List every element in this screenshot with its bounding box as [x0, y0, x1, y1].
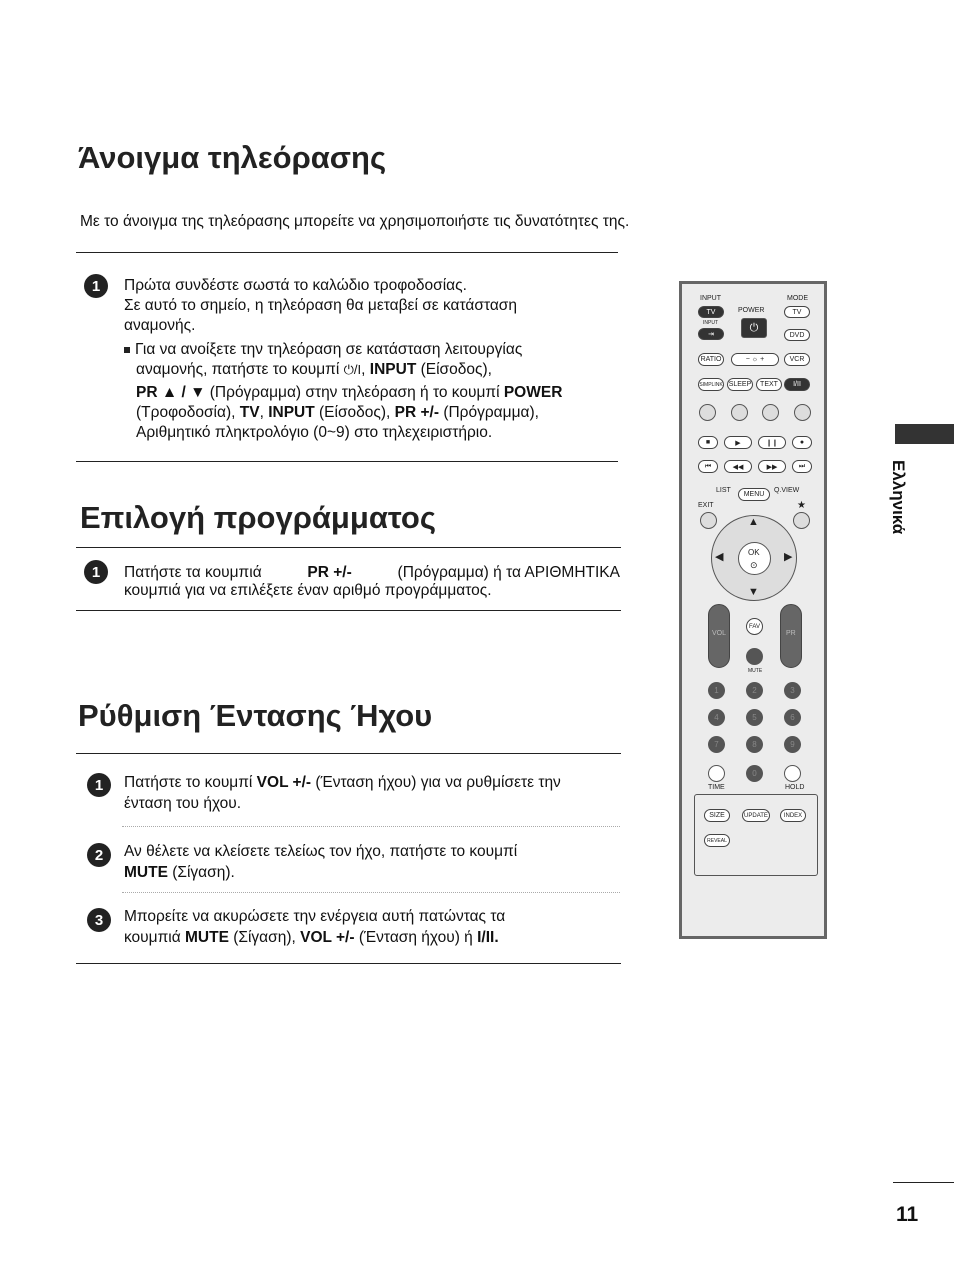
remote-color-button — [699, 404, 716, 421]
bullet-text: (Είσοδος), — [420, 361, 492, 378]
remote-input-button: ⇥ — [698, 328, 724, 340]
dotted-divider — [122, 826, 620, 827]
step-text-part: Πατήστε το κουμπί — [124, 774, 253, 791]
arrow-up-icon: ▲ — [748, 516, 759, 528]
step-number: 1 — [87, 773, 111, 797]
step-text-part: (Πρόγραμμα) ή τα ΑΡΙΘΜΗΤΙΚΑ — [397, 564, 620, 581]
remote-label: PR — [786, 630, 796, 637]
divider — [76, 963, 621, 964]
remote-label: TIME — [708, 784, 725, 791]
step-number: 2 — [87, 843, 111, 867]
divider — [76, 547, 621, 548]
page-number-rule — [893, 1182, 954, 1183]
remote-label: VOL — [712, 630, 727, 637]
remote-control-illustration — [679, 281, 827, 939]
divider — [76, 252, 618, 253]
number-button: 9 — [784, 736, 801, 753]
remote-label: Q.VIEW — [774, 487, 800, 494]
remote-label: POWER — [738, 307, 765, 314]
remote-label: INPUT — [700, 295, 721, 302]
remote-exit-button — [700, 512, 717, 529]
number-button: 6 — [784, 709, 801, 726]
step-text-part: (Ένταση ήχου) ή — [358, 929, 473, 946]
dotted-divider — [122, 892, 620, 893]
remote-ratio-button: RATIO — [698, 353, 724, 366]
step-text-part: (Σίγαση), — [233, 929, 296, 946]
step-text-part: (Ένταση ήχου) για να ρυθμίσετε την — [315, 774, 561, 791]
step-text-part: Αν θέλετε να κλείσετε τελείως τον ήχο, πατήστε το κουμπί — [124, 843, 518, 860]
remote-update-button: UPDATE — [742, 809, 770, 822]
step-text-part: Μπορείτε να ακυρώσετε την ενέργεια αυτή πατώντας τα — [124, 908, 506, 925]
remote-color-button — [762, 404, 779, 421]
bullet-line — [124, 360, 604, 380]
bullet-text: , — [259, 404, 264, 421]
star-icon: ★ — [797, 500, 806, 511]
power-icon: ⏻ — [741, 318, 767, 338]
language-tab-bar — [895, 424, 954, 444]
brightness-icon: − ☼ + — [731, 353, 779, 366]
step-text — [124, 276, 604, 443]
remote-label: HOLD — [785, 784, 805, 791]
number-button: 5 — [746, 709, 763, 726]
remote-size-button: SIZE — [704, 809, 730, 822]
pause-icon: ❙❙ — [758, 436, 786, 449]
remote-text-button: TEXT — [756, 378, 782, 391]
step-text-part: Πατήστε τα κουμπιά — [124, 564, 262, 581]
bold-term: PR ▲ / ▼ — [136, 384, 206, 401]
step-text — [124, 563, 620, 601]
step-text — [124, 772, 620, 814]
bullet-text: (Πρόγραμμα), — [443, 404, 539, 421]
bold-term: TV — [239, 404, 260, 421]
remote-color-button — [794, 404, 811, 421]
step-line — [124, 563, 620, 583]
step-text-part: κουμπιά — [124, 929, 181, 946]
page-number: 11 — [896, 1203, 919, 1226]
bullet-icon — [124, 347, 130, 353]
remote-label: MUTE — [748, 668, 763, 674]
remote-i-ii-button: I/II — [784, 378, 810, 391]
bullet-text: (Είσοδος), — [319, 404, 391, 421]
divider — [76, 610, 621, 611]
rewind-icon: ◀◀ — [724, 460, 752, 473]
step-text-part: ένταση του ήχου. — [124, 795, 242, 812]
bullet-text: αναμονής, πατήστε το κουμπί — [136, 361, 340, 378]
number-button: 7 — [708, 736, 725, 753]
step-line: Σε αυτό το σημείο, η τηλεόραση θα μεταβεί σε κατάσταση — [124, 297, 517, 314]
step-line: Πρώτα συνδέστε σωστά το καλώδιο τροφοδοσίας. — [124, 277, 467, 294]
bold-term: MUTE — [124, 864, 168, 881]
remote-label: MODE — [787, 295, 808, 302]
bold-term: MUTE — [185, 929, 229, 946]
remote-label: LIST — [716, 487, 731, 494]
number-button: 1 — [708, 682, 725, 699]
step-line: κουμπιά για να επιλέξετε έναν αριθμό προγράμματος. — [124, 582, 492, 599]
bold-term: PR +/- — [307, 564, 352, 581]
bullet-text: Για να ανοίξετε την τηλεόραση σε κατάσταση λειτουργίας — [135, 341, 523, 358]
remote-tv-button: TV — [698, 306, 724, 318]
remote-dvd-button: DVD — [784, 329, 810, 341]
step-text-part: (Σίγαση). — [172, 864, 235, 881]
arrow-down-icon: ▼ — [748, 586, 759, 598]
section-title-volume: Ρύθμιση Έντασης Ήχου — [78, 698, 433, 733]
arrow-left-icon: ◀ — [715, 551, 724, 563]
power-symbol-icon: ⏻/I — [343, 362, 362, 377]
bold-term: I/II. — [477, 929, 499, 946]
remote-reveal-button: REVEAL — [704, 834, 730, 847]
number-button: 4 — [708, 709, 725, 726]
bold-term: INPUT — [369, 361, 417, 378]
bullet-line — [124, 403, 604, 423]
remote-simplink-button: SIMPLINK — [698, 378, 724, 391]
bold-term: PR +/- — [394, 404, 439, 421]
fast-forward-icon: ▶▶ — [758, 460, 786, 473]
ok-icon: ⊙ — [750, 560, 758, 570]
mute-icon — [746, 648, 763, 665]
record-icon: ● — [792, 436, 812, 449]
hold-icon — [784, 765, 801, 782]
step-text — [124, 841, 620, 883]
step-line: αναμονής. — [124, 317, 196, 334]
arrow-right-icon: ▶ — [784, 551, 793, 563]
number-button: 8 — [746, 736, 763, 753]
number-button: 0 — [746, 765, 763, 782]
next-icon: ⏭ — [792, 460, 812, 473]
section-title-program-select: Επιλογή προγράμματος — [80, 500, 436, 535]
remote-tv-mode-button: TV — [784, 306, 810, 318]
bullet-text: , — [361, 361, 366, 378]
divider — [76, 753, 621, 754]
prev-icon: ⏮ — [698, 460, 718, 473]
divider — [76, 461, 618, 462]
remote-label: OK — [748, 548, 760, 557]
number-button: 3 — [784, 682, 801, 699]
remote-label: EXIT — [698, 502, 714, 509]
number-button: 2 — [746, 682, 763, 699]
step-number: 3 — [87, 908, 111, 932]
remote-fav-button: FAV — [746, 618, 763, 635]
remote-sleep-button: SLEEP — [727, 378, 753, 391]
bold-term: VOL +/- — [300, 929, 355, 946]
remote-color-button — [731, 404, 748, 421]
step-number: 1 — [84, 274, 108, 298]
step-number: 1 — [84, 560, 108, 584]
remote-index-button: INDEX — [780, 809, 806, 822]
language-label: Ελληνικά — [889, 460, 908, 535]
remote-menu-button: MENU — [738, 488, 770, 501]
section-title-power-on: Άνοιγμα τηλεόρασης — [78, 140, 387, 175]
play-icon: ▶ — [724, 436, 752, 449]
remote-star-button — [793, 512, 810, 529]
bold-term: VOL +/- — [256, 774, 312, 791]
bold-term: INPUT — [268, 404, 315, 421]
time-icon — [708, 765, 725, 782]
bullet-text: (Τροφοδοσία), — [136, 404, 236, 421]
bullet-text: (Πρόγραμμα) στην τηλεόραση ή το κουμπί — [209, 384, 500, 401]
bold-term: POWER — [503, 384, 563, 401]
stop-icon: ■ — [698, 436, 718, 449]
bullet-line — [124, 340, 604, 360]
intro-text: Με το άνοιγμα της τηλεόρασης μπορείτε να χρησιμοποιήστε τις δυνατότητες της. — [80, 213, 630, 230]
step-text — [124, 906, 620, 948]
bullet-line: Αριθμητικό πληκτρολόγιο (0~9) στο τηλεχειριστήριο. — [136, 424, 493, 441]
remote-label: INPUT — [703, 320, 718, 326]
remote-vcr-button: VCR — [784, 353, 810, 366]
bullet-line — [124, 383, 604, 403]
